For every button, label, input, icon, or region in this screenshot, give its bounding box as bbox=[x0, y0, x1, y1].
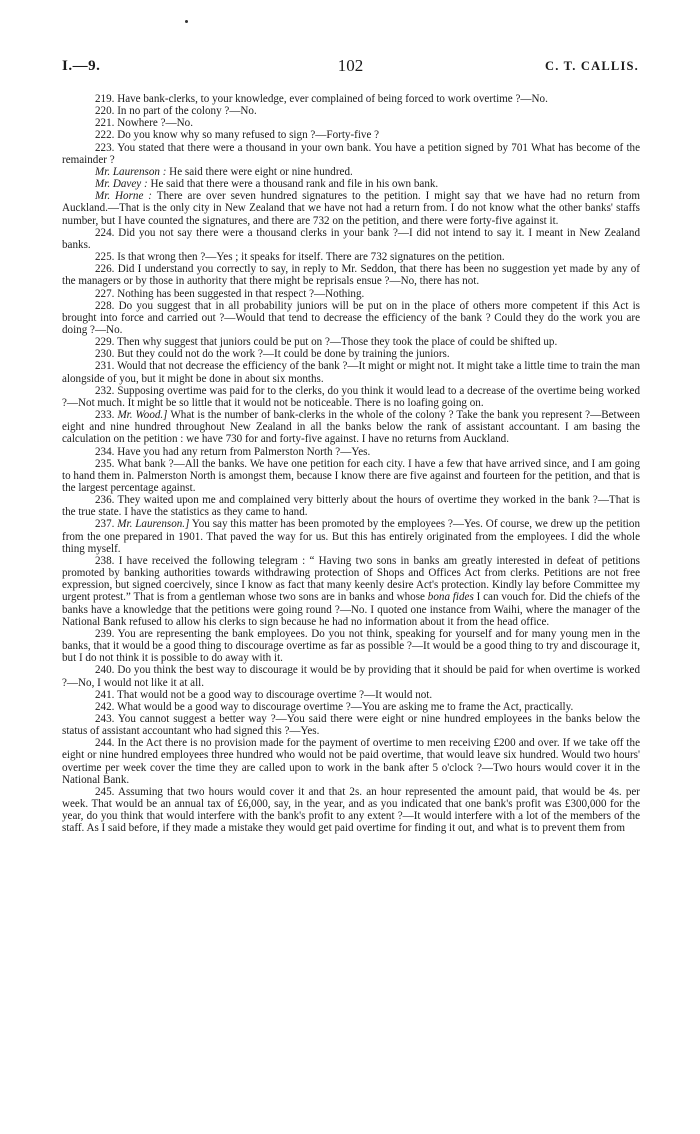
transcript-paragraph bbox=[62, 190, 640, 226]
paragraph-text: 227. Nothing has been suggested in that respect ?—Nothing. bbox=[95, 287, 365, 300]
page-number: 102 bbox=[337, 56, 364, 75]
transcript-paragraph bbox=[62, 555, 640, 628]
paragraph-text: 220. In no part of the colony ?—No. bbox=[95, 105, 257, 118]
paragraph-text: He said there were eight or nine hundred. bbox=[166, 165, 353, 178]
paragraph-text: 242. What would be a good way to discourage overtime ?—You are asking me to frame the Act, practically. bbox=[95, 700, 574, 713]
speaker-name: Mr. Horne : bbox=[95, 190, 152, 203]
page-header bbox=[62, 58, 639, 82]
paragraph-text: 221. Nowhere ?—No. bbox=[95, 117, 193, 130]
transcript-paragraph bbox=[62, 713, 640, 737]
paper-reference: I.—9. bbox=[62, 58, 101, 74]
transcript-paragraph bbox=[62, 689, 640, 701]
paragraph-text: 228. Do you suggest that in all probability juniors will be put on in the place of others more competent if this Act is brought into force and carried out ?—Would that tend to decrease the efficiency of the bank ? Could they do the work you are doing ?—No. bbox=[62, 299, 640, 336]
paragraph-text: 244. In the Act there is no provision made for the payment of overtime to men receiving £200 and over. If we take off the eight or nine hundred employees three hundred who would not be paid overtime, that would leave six hundred. Would two hours' overtime per week cover the time they are called upon to work in the bank after 5 o'clock ?—Two hours would cover it in the National Bank. bbox=[62, 737, 640, 786]
transcript-paragraph bbox=[62, 300, 640, 336]
paragraph-text: I can vouch for. Did the chiefs of the banks have a knowledge that the petitions were going round ?—No. I quoted one instance from Waihi, where the manager of the National Bank refused to allow his clerks to sign because he had no information about it from the head office. bbox=[62, 591, 640, 628]
paragraph-text: 225. Is that wrong then ?—Yes ; it speaks for itself. There are 732 signatures on the petition. bbox=[95, 251, 505, 264]
italic-term: bona fides bbox=[427, 591, 474, 604]
transcript-paragraph bbox=[62, 494, 640, 518]
transcript-paragraph bbox=[62, 129, 640, 141]
transcript-paragraph bbox=[62, 518, 640, 554]
transcript-paragraph bbox=[62, 93, 640, 105]
transcript-paragraph bbox=[62, 117, 640, 129]
transcript-paragraph bbox=[62, 360, 640, 384]
speaker-name: Mr. Laurenson.] bbox=[117, 518, 190, 531]
transcript-paragraph bbox=[62, 737, 640, 786]
transcript-paragraph bbox=[62, 446, 640, 458]
paragraph-text: 237. bbox=[95, 518, 118, 531]
paragraph-text: 222. Do you know why so many refused to sign ?—Forty-five ? bbox=[95, 129, 380, 142]
paragraph-text: 223. You stated that there were a thousand in your own bank. You have a petition signed by 701 What has become of the remainder ? bbox=[62, 141, 640, 166]
transcript-paragraph bbox=[62, 664, 640, 688]
transcript-paragraph bbox=[62, 227, 640, 251]
paragraph-text: What is the number of bank-clerks in the whole of the colony ? Take the bank you represent ?—Between eight and nine hundred throughout New Zealand in all the banks below the rank of assistant accountant. I am basing the calculation on the petition : we have 730 for and forty-five against. I have no returns from Auckland. bbox=[62, 409, 641, 446]
paragraph-text: 238. I have received the following telegram : “ Having two sons in banks am greatly interested in defeat of petitions promoted by banking authorities towards withdrawing protection of Shops and Offices Act from clerks. Petitions are not free expression, but signed coercively, since I know as fact that many keenly desire Act's protection. Kindly lay before Committee my urgent protest.” That is from a gentleman whose two sons are in banks and whose bbox=[62, 554, 640, 604]
transcript-paragraph bbox=[62, 336, 640, 348]
transcript-body bbox=[62, 93, 640, 835]
print-speck bbox=[185, 20, 188, 23]
transcript-paragraph bbox=[62, 288, 640, 300]
paragraph-text: 230. But they could not do the work ?—It could be done by training the juniors. bbox=[95, 348, 450, 361]
paragraph-text: 236. They waited upon me and complained very bitterly about the hours of overtime they worked in the bank ?—That is the true state. I have the statistics as they came to hand. bbox=[62, 494, 640, 519]
transcript-paragraph bbox=[62, 166, 640, 178]
speaker-name: Mr. Wood.] bbox=[117, 409, 168, 422]
transcript-paragraph bbox=[62, 458, 640, 494]
paragraph-text: 226. Did I understand you correctly to say, in reply to Mr. Seddon, that there has been no suggestion yet made by any of the managers or by those in authority that there might be reprisals ensue ?—No, there has not. bbox=[62, 263, 640, 288]
transcript-paragraph bbox=[62, 786, 640, 835]
transcript-paragraph bbox=[62, 628, 640, 664]
transcript-paragraph bbox=[62, 385, 640, 409]
paragraph-text: 235. What bank ?—All the banks. We have one petition for each city. I have a few that have arrived since, and I am going to hand them in. Palmerston North is amongst them, because I know there are five against and fourteen for the petition, and that is the largest percentage against. bbox=[62, 457, 640, 494]
paragraph-text: 243. You cannot suggest a better way ?—You said there were eight or nine hundred employees in the banks below the status of assistant accountant who had signed this ?—Yes. bbox=[62, 712, 640, 738]
paragraph-text: 224. Did you not say there were a thousand clerks in your bank ?—I did not intend to say it. I meant in New Zealand banks. bbox=[62, 226, 640, 251]
transcript-paragraph bbox=[62, 409, 640, 445]
paragraph-text: He said that there were a thousand rank and file in his own bank. bbox=[147, 178, 439, 191]
paragraph-text: 229. Then why suggest that juniors could be put on ?—Those they took the place of could be shifted up. bbox=[95, 336, 558, 349]
transcript-paragraph bbox=[62, 178, 640, 190]
paragraph-text: 240. Do you think the best way to discourage it would be by providing that it should be paid for when overtime is worked ?—No, I would not like it at all. bbox=[62, 664, 640, 689]
transcript-paragraph bbox=[62, 251, 640, 263]
transcript-paragraph bbox=[62, 263, 640, 287]
paragraph-text: There are over seven hundred signatures to the petition. I might say that we have had no return from Auckland.—That is the only city in New Zealand that we have not had a return from. I do not know what the other banks' staffs number, but I have counted the signatures, and there are 732 on the petition, and there were forty-five against it. bbox=[62, 190, 640, 227]
speaker-name: Mr. Laurenson : bbox=[95, 165, 167, 178]
paragraph-text: 234. Have you had any return from Palmerston North ?—Yes. bbox=[95, 445, 371, 458]
transcript-paragraph bbox=[62, 348, 640, 360]
paragraph-text: 219. Have bank-clerks, to your knowledge, ever complained of being forced to work overtime ?—No. bbox=[95, 93, 548, 105]
paragraph-text: 245. Assuming that two hours would cover it and that 2s. an hour represented the amount paid, that would be 4s. per week. That would be an annual tax of £6,000, say, in the year, and as you indicated that one bank's profit was £300,000 for the year, do you think that would interfere with the bank's profit to any extent ?—It would interfere with a lot of the members of the staff. As I said before, if they made a mistake they would get paid overtime for finding it out, and what is to prevent them from bbox=[62, 785, 640, 835]
paragraph-text: 239. You are representing the bank employees. Do you not think, speaking for yourself and for many young men in the banks, that it would be a good thing to discourage overtime as far as possible ?—It would be a good thing to try and discourage it, but I do not think it is possible to do away with it. bbox=[62, 627, 640, 665]
paragraph-text: 231. Would that not decrease the efficiency of the bank ?—It might or might not. It might take a little time to train the man alongside of you, but it might be done in about six months. bbox=[62, 360, 640, 385]
transcript-paragraph bbox=[62, 701, 640, 713]
speaker-name: Mr. Davey : bbox=[95, 178, 148, 191]
paragraph-text: 233. bbox=[95, 409, 118, 422]
paragraph-text: You say this matter has been promoted by the employees ?—Yes. Of course, we drew up the petition from the one prepared in 1901. That paved the way for us. But this has entirely originated from the employees. I did the whole thing myself. bbox=[62, 518, 640, 555]
transcript-paragraph bbox=[62, 142, 640, 166]
paragraph-text: 232. Supposing overtime was paid for to the clerks, do you think it would lead to a decrease of the overtime being worked ?—Not much. It might be so little that it would not be noticeable. There is no loafing going on. bbox=[62, 384, 640, 409]
transcript-paragraph bbox=[62, 105, 640, 117]
witness-name: C. T. CALLIS. bbox=[545, 59, 639, 73]
paragraph-text: 241. That would not be a good way to discourage overtime ?—It would not. bbox=[95, 688, 433, 701]
